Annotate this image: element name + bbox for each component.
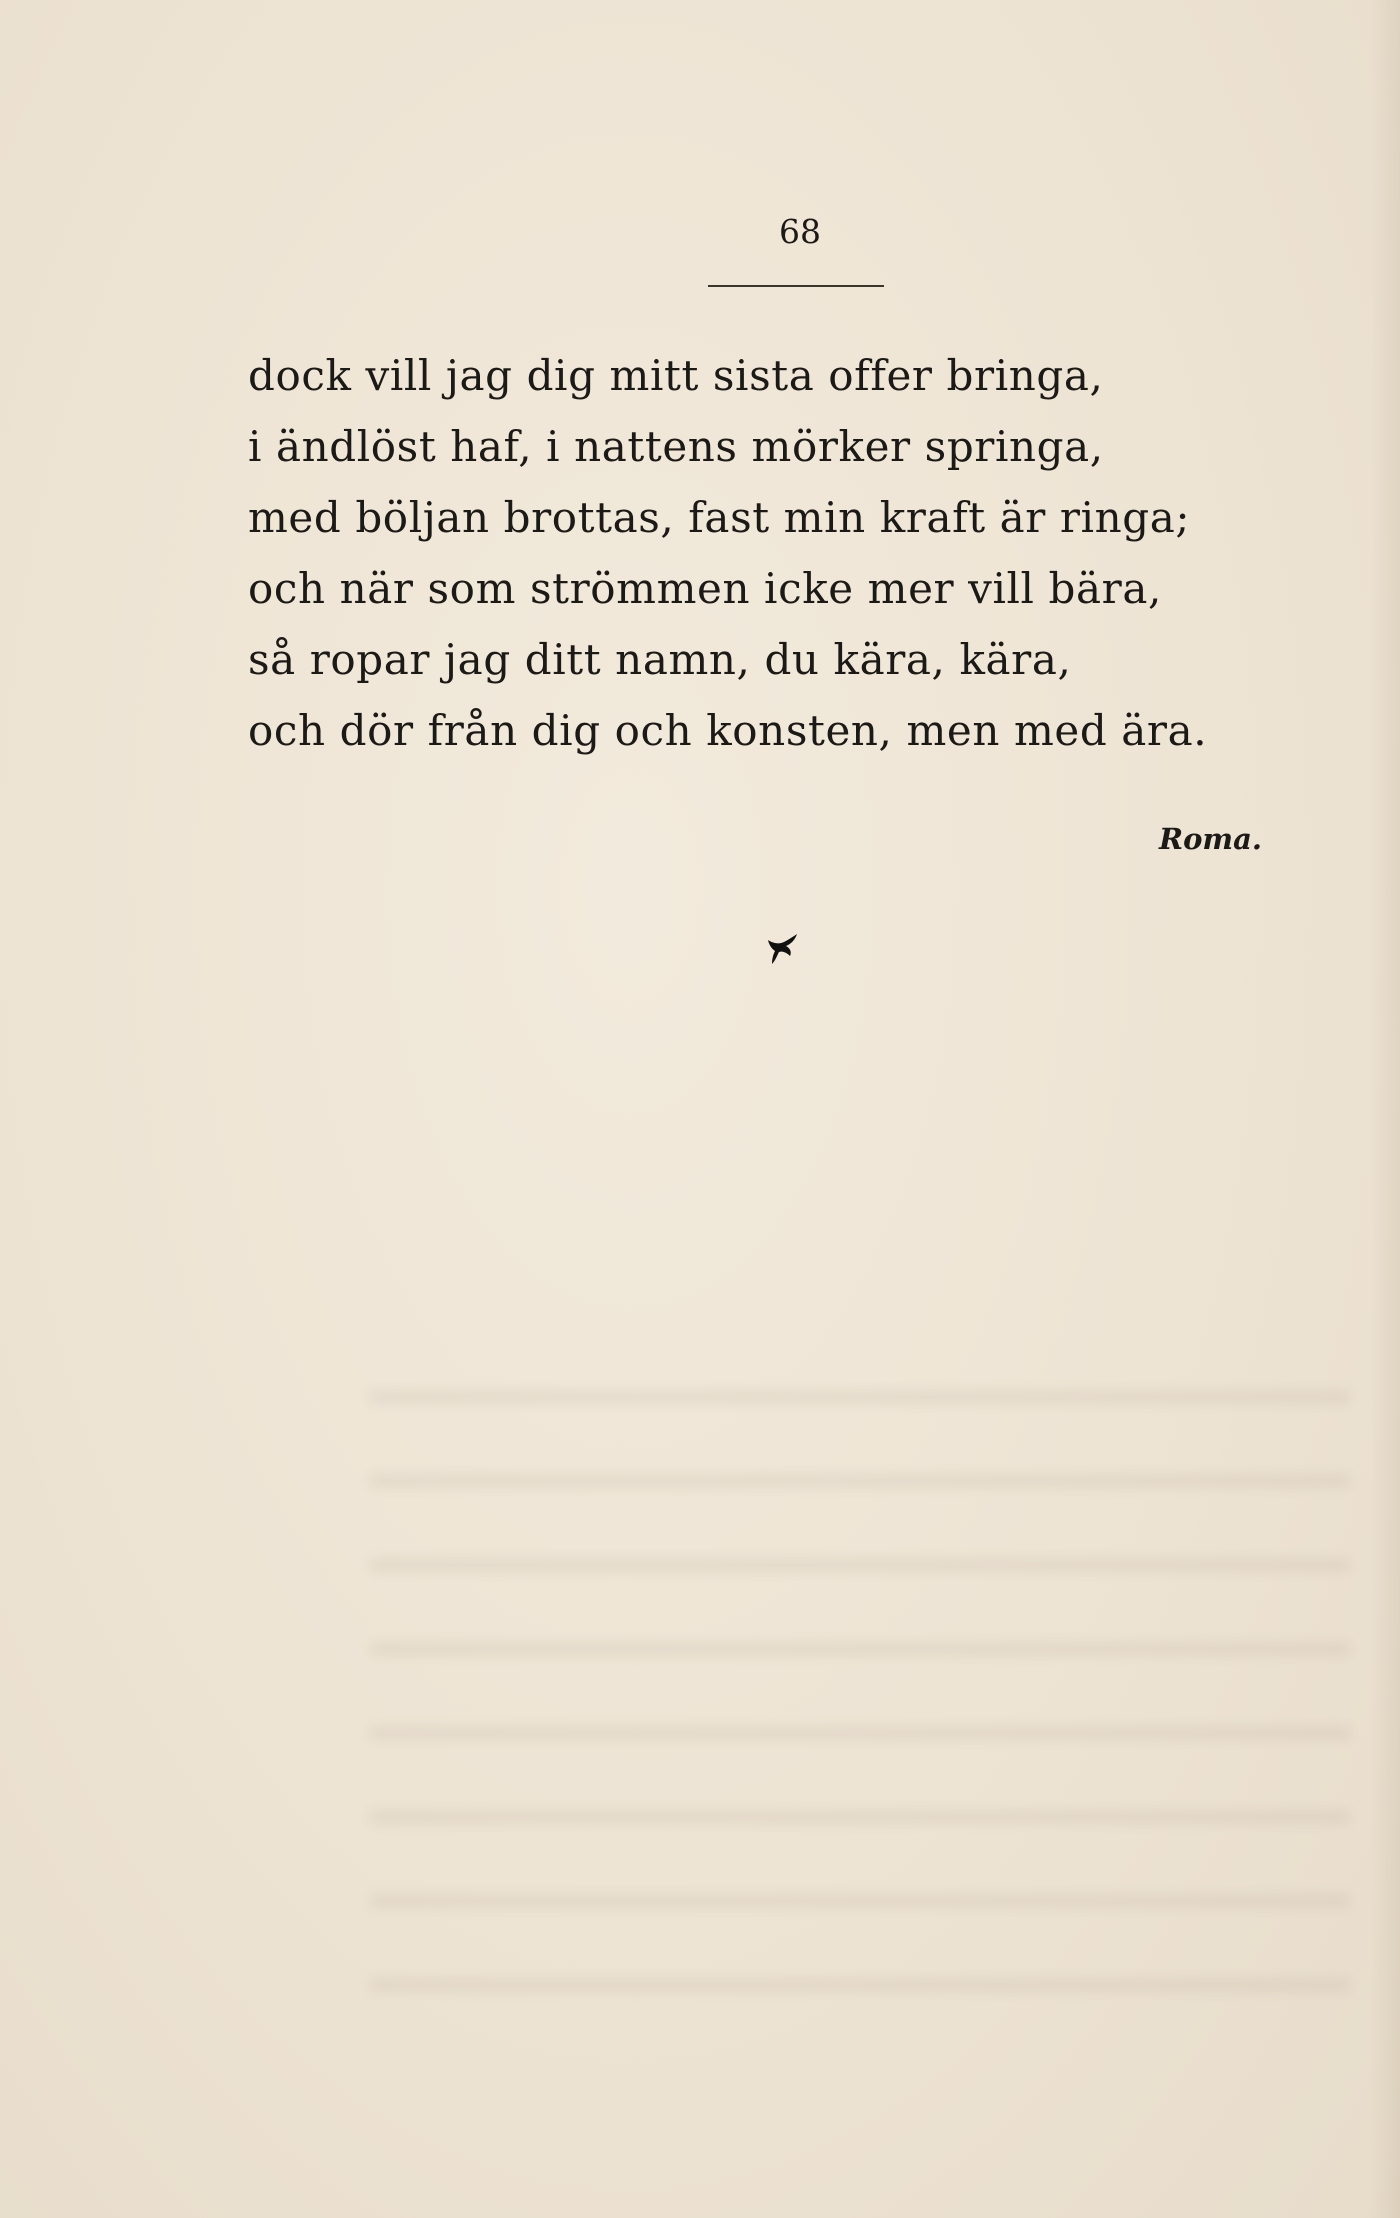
poem-stanza [248, 340, 1308, 766]
header-rule [708, 285, 884, 287]
page-edge-shadow [1370, 0, 1400, 2218]
show-through-text [370, 1320, 1350, 1880]
poem-line: och dör från dig och konsten, men med ära. [248, 706, 1208, 755]
place-signature: Roma. [1158, 822, 1262, 856]
fleuron-icon [764, 930, 800, 970]
page-number: 68 [779, 212, 821, 251]
poem-line: i ändlöst haf, i nattens mörker springa, [248, 422, 1104, 471]
poem-line: och när som strömmen icke mer vill bära, [248, 564, 1162, 613]
poem-line: dock vill jag dig mitt sista offer bringa, [248, 351, 1104, 400]
poem-line: så ropar jag ditt namn, du kära, kära, [248, 635, 1072, 684]
poem-line: med böljan brottas, fast min kraft är ringa; [248, 493, 1191, 542]
